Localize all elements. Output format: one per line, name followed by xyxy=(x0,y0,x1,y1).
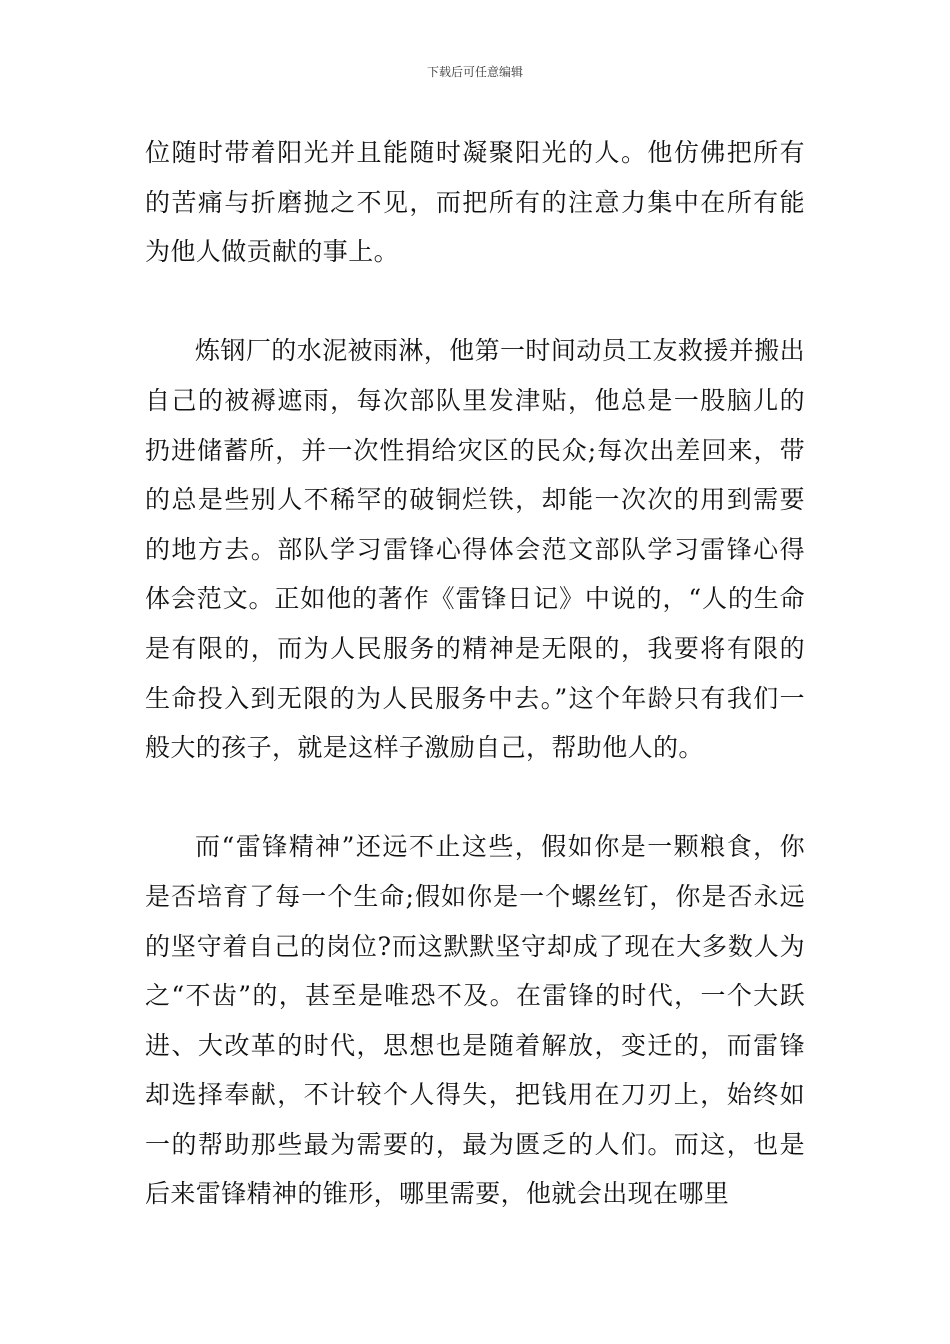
paragraph-3: 而“雷锋精神”还远不止这些，假如你是一颗粮食，你是否培育了每一个生命;假如你是一个螺丝钉，你是否永远的坚守着自己的岗位?而这默默坚守却成了现在大多数人为之“不齿”的，甚至是唯恐不及。在雷锋的时代，一个大跃进、大改革的时代，思想也是随着解放，变迁的，而雷锋却选择奉献，不计较个人得失，把钱用在刀刃上，始终如一的帮助那些最为需要的，最为匮乏的人们。而这，也是后来雷锋精神的锥形，哪里需要，他就会出现在哪里 xyxy=(145,832,805,1209)
paragraph-1: 位随时带着阳光并且能随时凝聚阳光的人。他仿佛把所有的苦痛与折磨抛之不见，而把所有的注意力集中在所有能为他人做贡献的事上。 xyxy=(145,138,805,267)
paragraph-2: 炼钢厂的水泥被雨淋，他第一时间动员工友救援并搬出自己的被褥遮雨，每次部队里发津贴，他总是一股脑儿的扔进储蓄所，并一次性捐给灾区的民众;每次出差回来，带的总是些别人不稀罕的破铜烂铁，却能一次次的用到需要的地方去。部队学习雷锋心得体会范文部队学习雷锋心得体会范文。正如他的著作《雷锋日记》中说的，“人的生命是有限的，而为人民服务的精神是无限的，我要将有限的生命投入到无限的为人民服务中去。”这个年龄只有我们一般大的孩子，就是这样子激励自己，帮助他人的。 xyxy=(145,336,805,763)
page-header: 下载后可任意编辑 xyxy=(426,65,523,79)
document-body xyxy=(145,128,805,1219)
